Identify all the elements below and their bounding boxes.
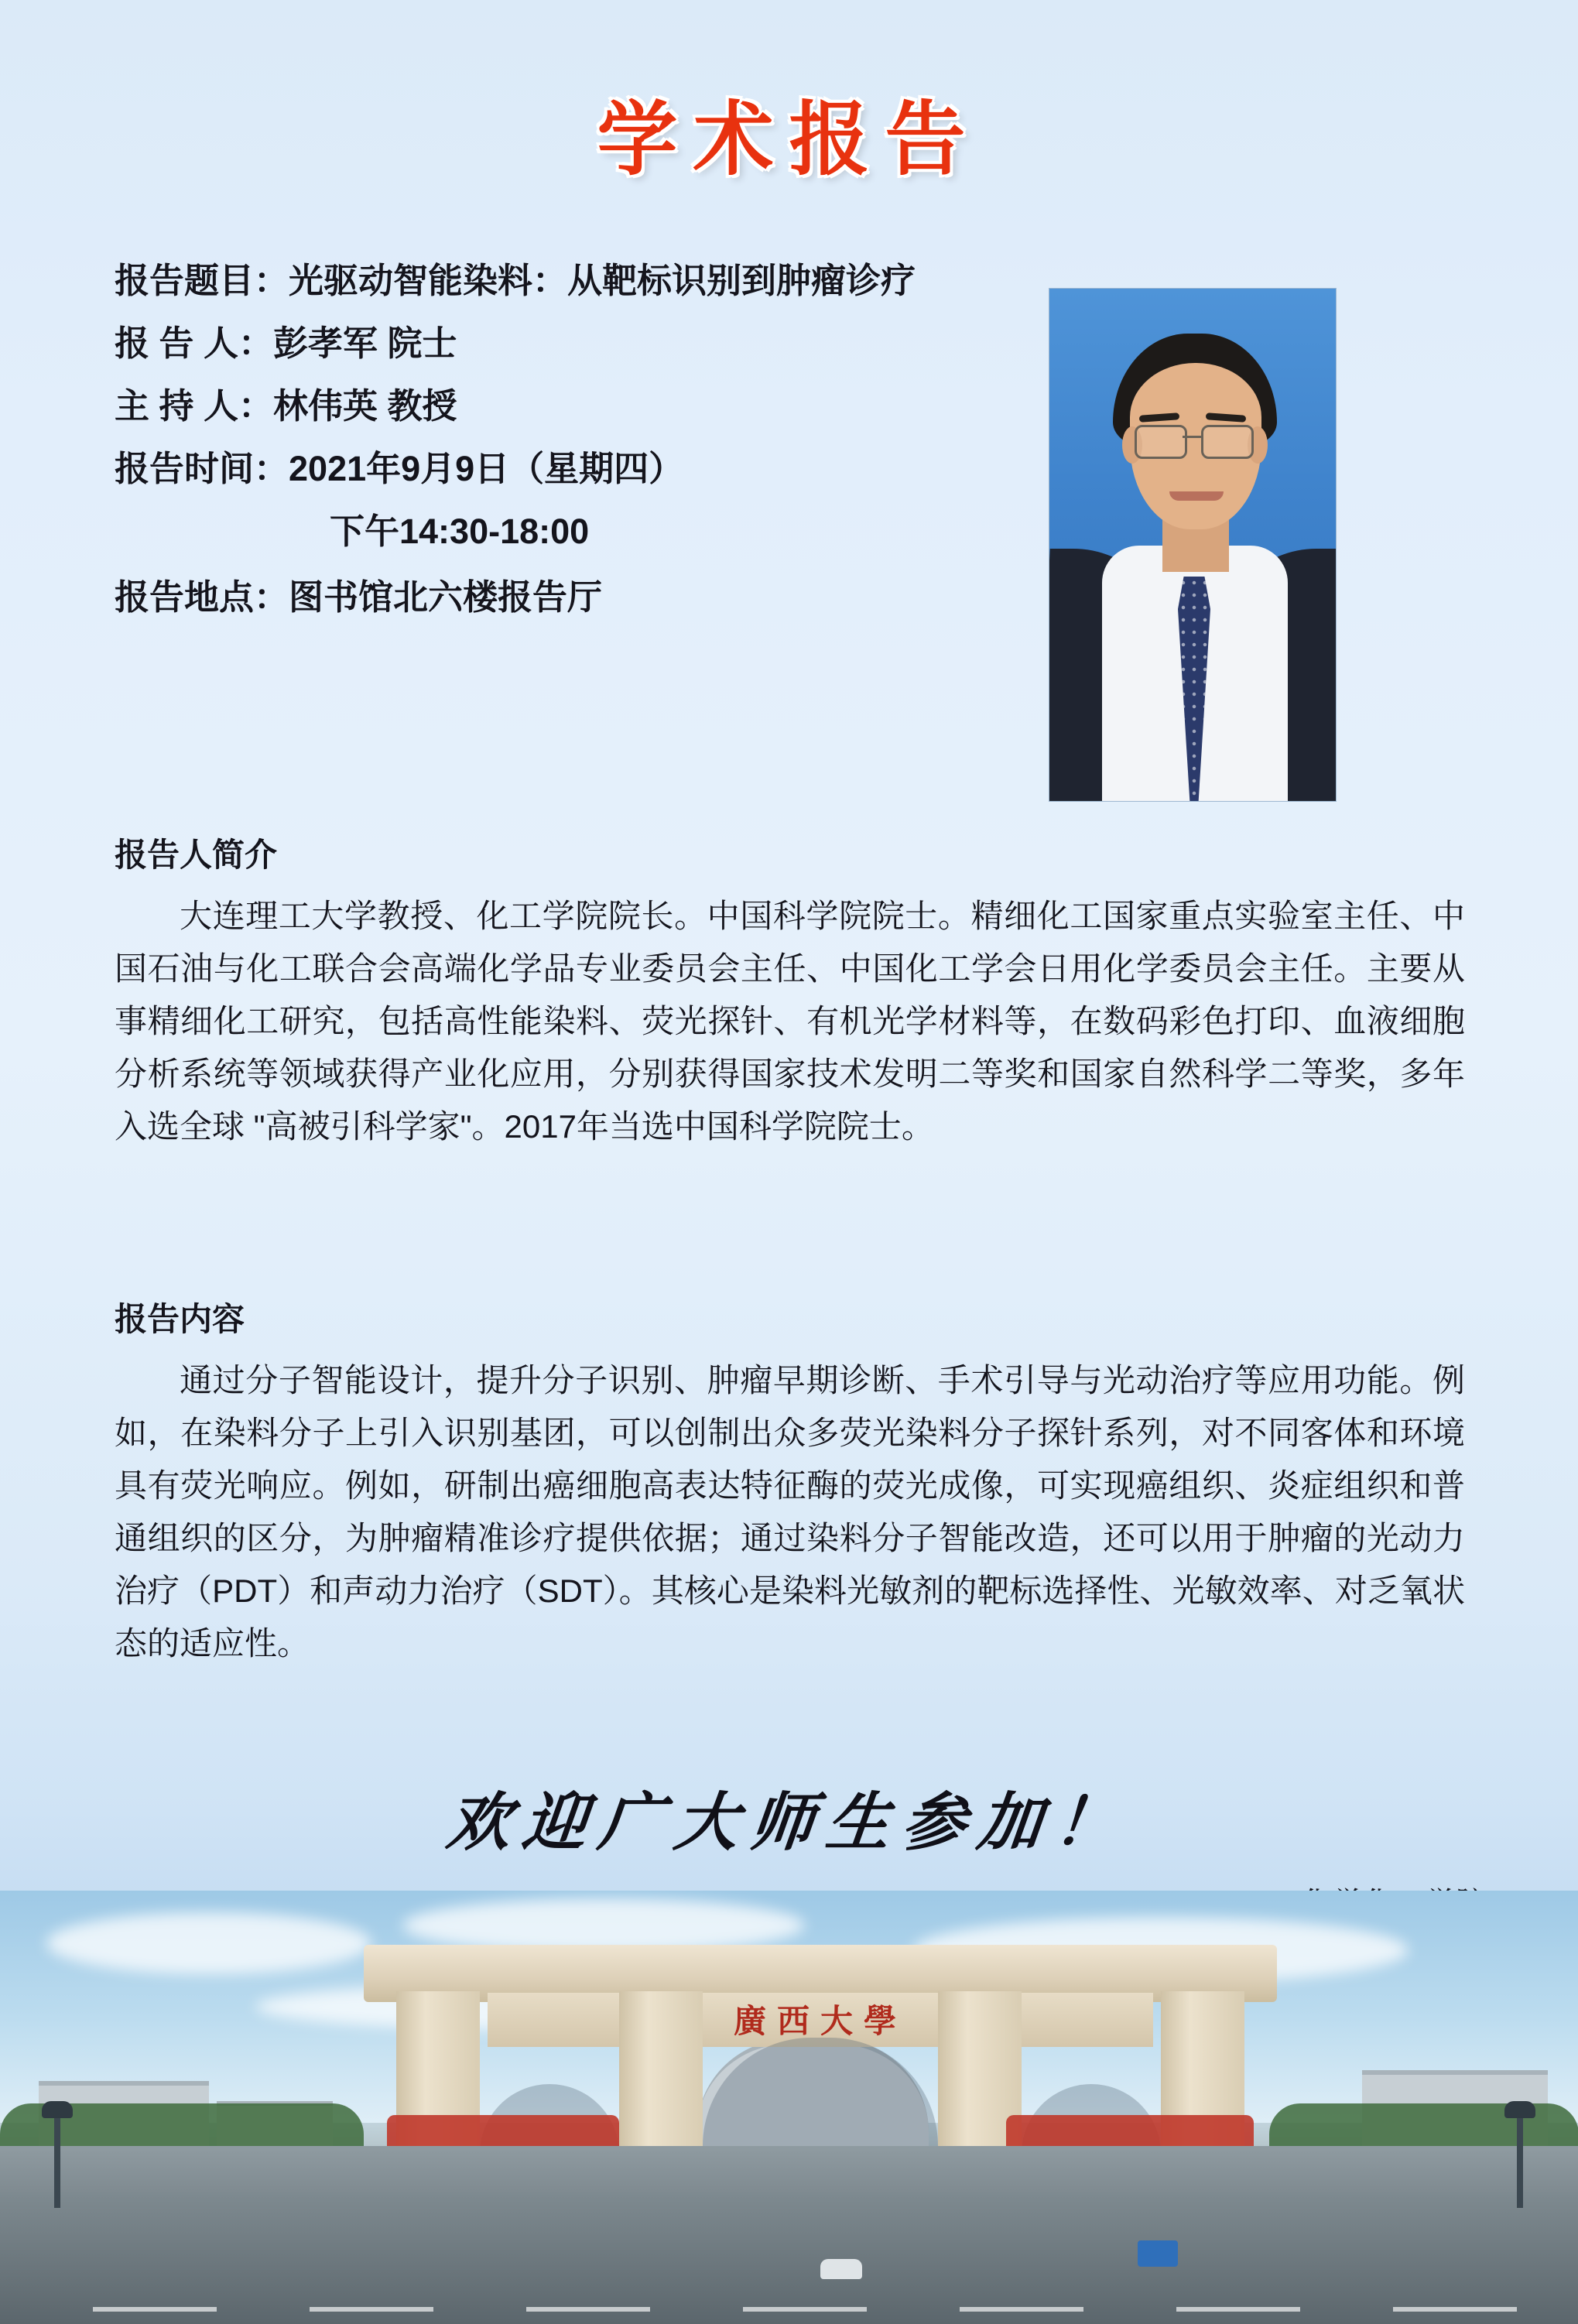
road-marking [93,2307,217,2312]
road-marking [1393,2307,1517,2312]
road-marking [743,2307,867,2312]
info-value-speaker: 彭孝军 院士 [273,323,457,363]
info-value-time: 2021年9月9日（星期四） [289,449,684,488]
info-row-time [115,451,1043,486]
welcome-line: 欢迎广大师生参加！ [443,1785,1134,1860]
info-value-topic: 光驱动智能染料：从靶标识别到肿瘤诊疗 [289,261,916,300]
lecture-info-block [115,263,1043,642]
info-row-topic [115,263,1043,298]
info-value-time-second: 下午14:30-18:00 [330,512,590,551]
content-text: 通过分子智能设计，提升分子识别、肿瘤早期诊断、手术引导与光动治疗等应用功能。例如，在染料分子上引入识别基团，可以创制出众多荧光染料分子探针系列，对不同客体和环境具有荧光响应。例如，研制出癌细胞高表达特征酶的荧光成像，可实现癌组织、炎症组织和普通组织的区分，为肿瘤精准诊疗提供依据；通过染料分子智能改造，还可以用于肿瘤的光动力治疗（PDT）和声动力治疗（SDT）。其核心是染料光敏剂的靶标选择性、光敏效率、对乏氧状态的适应性。 [115,1362,1465,1662]
info-label-topic: 报告题目： [115,261,289,300]
info-row-host [115,386,1043,426]
photo-road-sign [1138,2240,1178,2267]
bio-heading: 报告人简介 [115,837,278,873]
info-value-venue: 图书馆北六楼报告厅 [289,577,603,617]
street-lamp-icon [1517,2115,1523,2208]
portrait-glasses-left [1135,425,1187,459]
info-row-venue [115,577,1043,617]
gate-university-name: 廣西大學 [733,2002,907,2040]
road-marking [1176,2307,1300,2312]
photo-cloud [46,1912,371,1974]
info-value-host: 林伟英 教授 [273,386,457,426]
road-marking [526,2307,650,2312]
info-label-venue: 报告地点： [115,577,289,617]
page-title: 学术报告 [597,92,981,187]
street-lamp-icon [54,2115,60,2208]
speaker-portrait [1049,288,1337,802]
info-label-host: 主 持 人： [115,386,274,426]
campus-gate-photo [0,1891,1578,2324]
content-heading: 报告内容 [115,1301,245,1337]
bio-text: 大连理工大学教授、化工学院院长。中国科学院院士。精细化工国家重点实验室主任、中国石油与化工联合会高端化学品专业委员会主任、中国化工学会日用化学委员会主任。主要从事精细化工研究，包括高性能染料、荧光探针、有机光学材料等，在数码彩色打印、血液细胞分析系统等领域获得产业化应用，分别获得国家技术发明二等奖和国家自然科学二等奖，多年入选全球 "高被引科学家"。2017年当选中国科学院院士。 [115,898,1465,1145]
photo-vehicle [820,2259,862,2279]
poster-title-wrap [0,74,1578,190]
info-label-time: 报告时间： [115,449,289,488]
info-label-speaker: 报 告 人： [115,323,274,363]
portrait-glasses-right [1201,425,1254,459]
info-row-speaker [115,323,1043,363]
photo-road [0,2192,1578,2324]
road-marking [310,2307,433,2312]
portrait-glasses-bridge [1183,436,1201,438]
road-marking [960,2307,1083,2312]
portrait-mouth [1169,491,1224,501]
info-row-time-second [115,514,1043,549]
